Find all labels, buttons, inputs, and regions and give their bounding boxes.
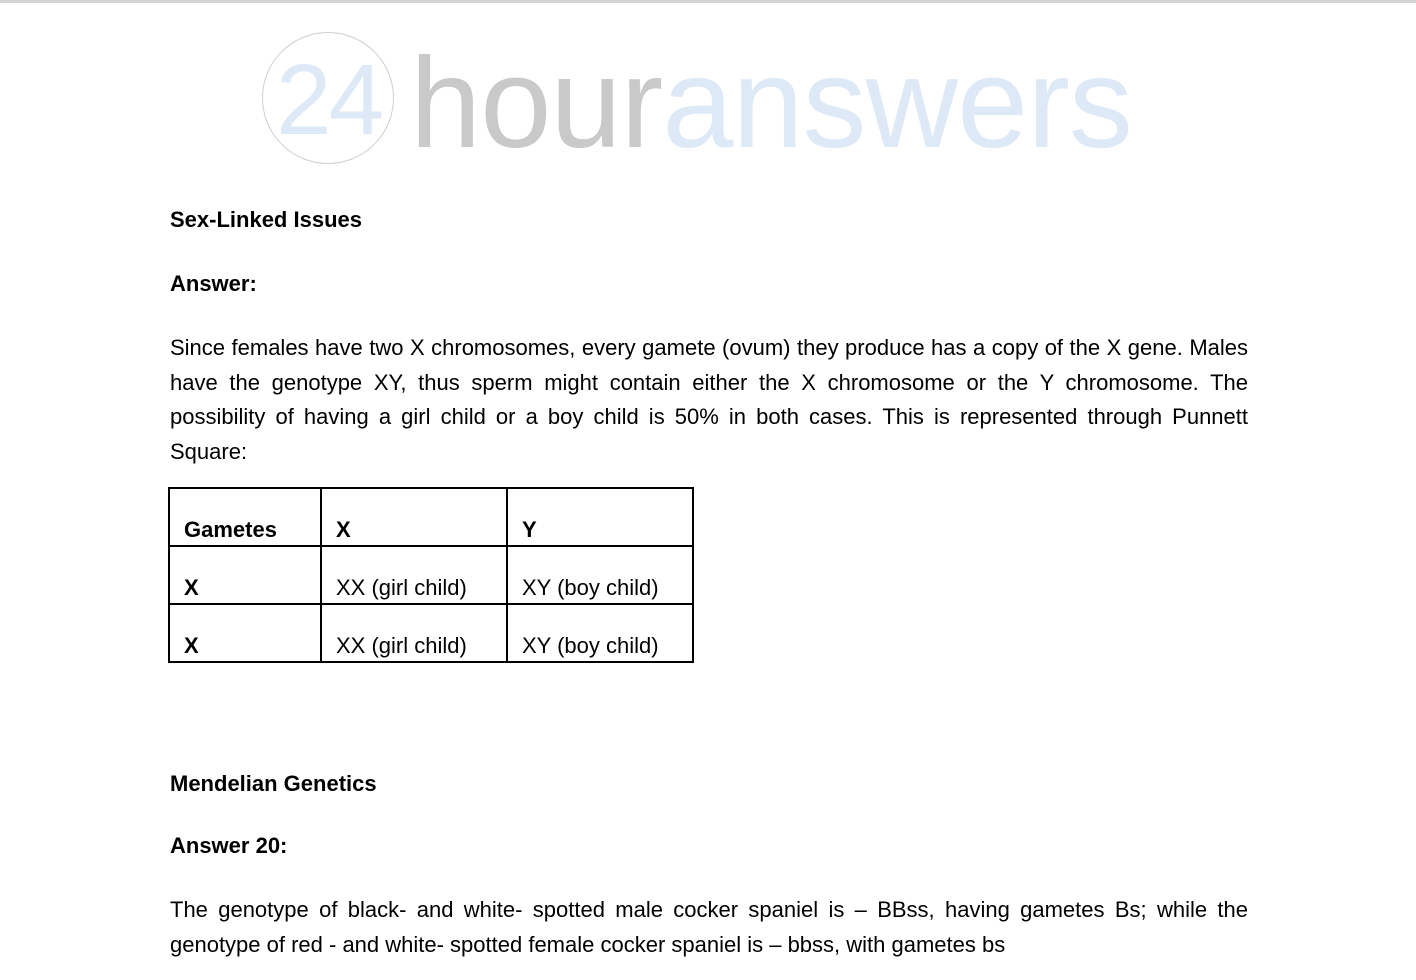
table-cell: XX (girl child) [321, 604, 507, 662]
logo-watermark [262, 32, 1132, 175]
section-title-mendelian: Mendelian Genetics [170, 771, 377, 796]
table-header-cell: Gametes [169, 488, 321, 546]
table-row [169, 604, 693, 662]
punnett-square-table [168, 487, 694, 663]
table-cell: XY (boy child) [507, 546, 693, 604]
table-row [169, 546, 693, 604]
logo-word-hour: hour [410, 32, 663, 175]
answer-20-paragraph: The genotype of black- and white- spotted male cocker spaniel is – BBss, having gametes Bs; while the genotype of red - and white- spotted female cocker spaniel is – bbss, with gametes bs [170, 897, 1248, 957]
section-title-sex-linked: Sex-Linked Issues [170, 207, 362, 232]
top-border [0, 0, 1416, 3]
answer-paragraph: Since females have two X chromosomes, every gamete (ovum) they produce has a copy of the X gene. Males have the genotype XY, thus sperm might contain either the X chromosome or the Y chromosome. The possibility of having a girl child or a boy child is 50% in both cases. This is represented through Punnett Square: [170, 335, 1248, 464]
table-cell: XY (boy child) [507, 604, 693, 662]
answer-label: Answer: [170, 271, 257, 296]
logo-wordmark [410, 32, 1132, 175]
table-header-row [169, 488, 693, 546]
table-header-cell: X [321, 488, 507, 546]
table-row-label: X [169, 546, 321, 604]
table-row-label: X [169, 604, 321, 662]
table-header-cell: Y [507, 488, 693, 546]
table-cell: XX (girl child) [321, 546, 507, 604]
logo-word-answers: answers [662, 32, 1132, 175]
logo-number: 24 [276, 44, 382, 156]
answer-20-label: Answer 20: [170, 833, 288, 858]
